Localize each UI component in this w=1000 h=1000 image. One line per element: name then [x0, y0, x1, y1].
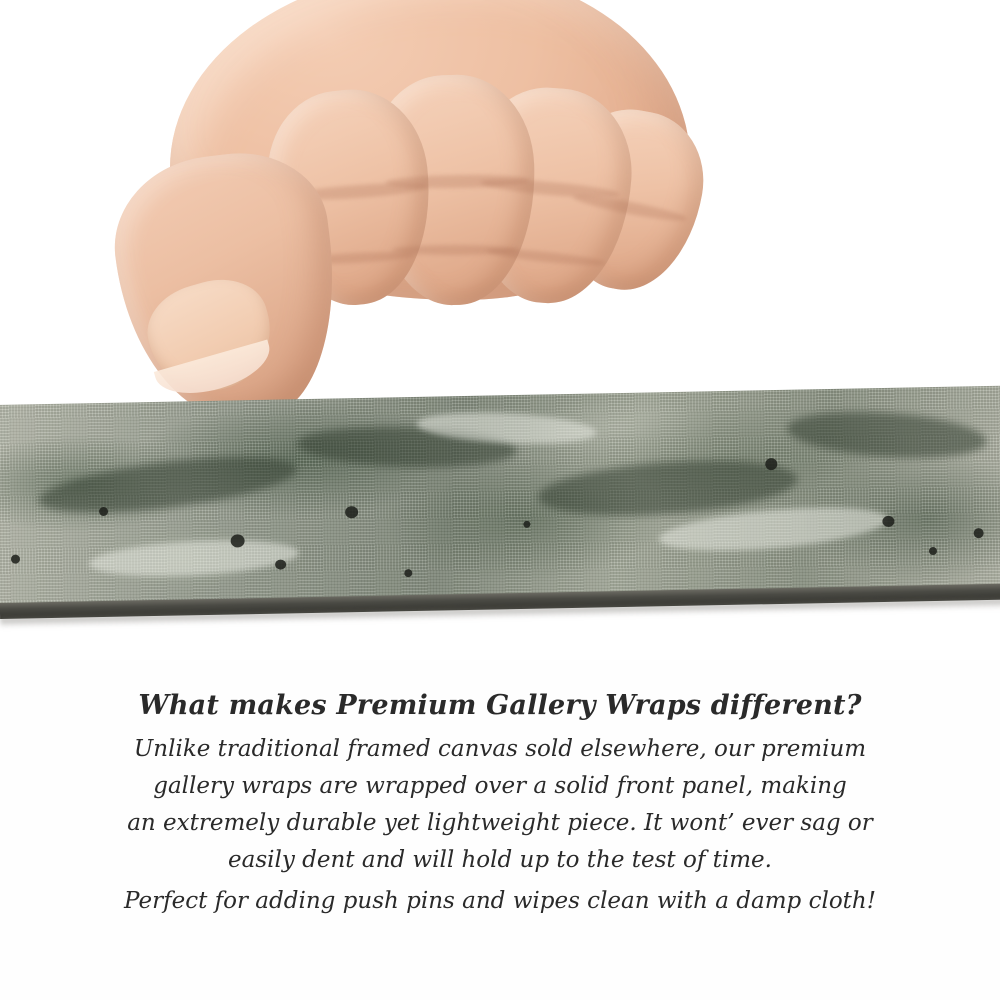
- caption-block: [0, 690, 1000, 920]
- print-speck: [99, 507, 108, 516]
- gallery-wrap-canvas: [0, 386, 1000, 645]
- caption-closing-line: Perfect for adding push pins and wipes clean with a damp cloth!: [124, 888, 876, 914]
- caption-line-3: an extremely durable yet lightweight piece. It wont’ ever sag or: [127, 810, 873, 836]
- caption-line-1: Unlike traditional framed canvas sold elsewhere, our premium: [133, 736, 867, 762]
- thumb: [105, 143, 351, 432]
- caption-line-4: easily dent and will hold up to the test of time.: [228, 847, 772, 873]
- caption-heading: What makes Premium Gallery Wraps different?: [138, 690, 862, 721]
- print-speck: [523, 521, 530, 528]
- human-hand-fist: [120, 0, 720, 430]
- canvas-printed-face: [0, 386, 1000, 605]
- caption-line-2: gallery wraps are wrapped over a solid front panel, making: [153, 773, 847, 799]
